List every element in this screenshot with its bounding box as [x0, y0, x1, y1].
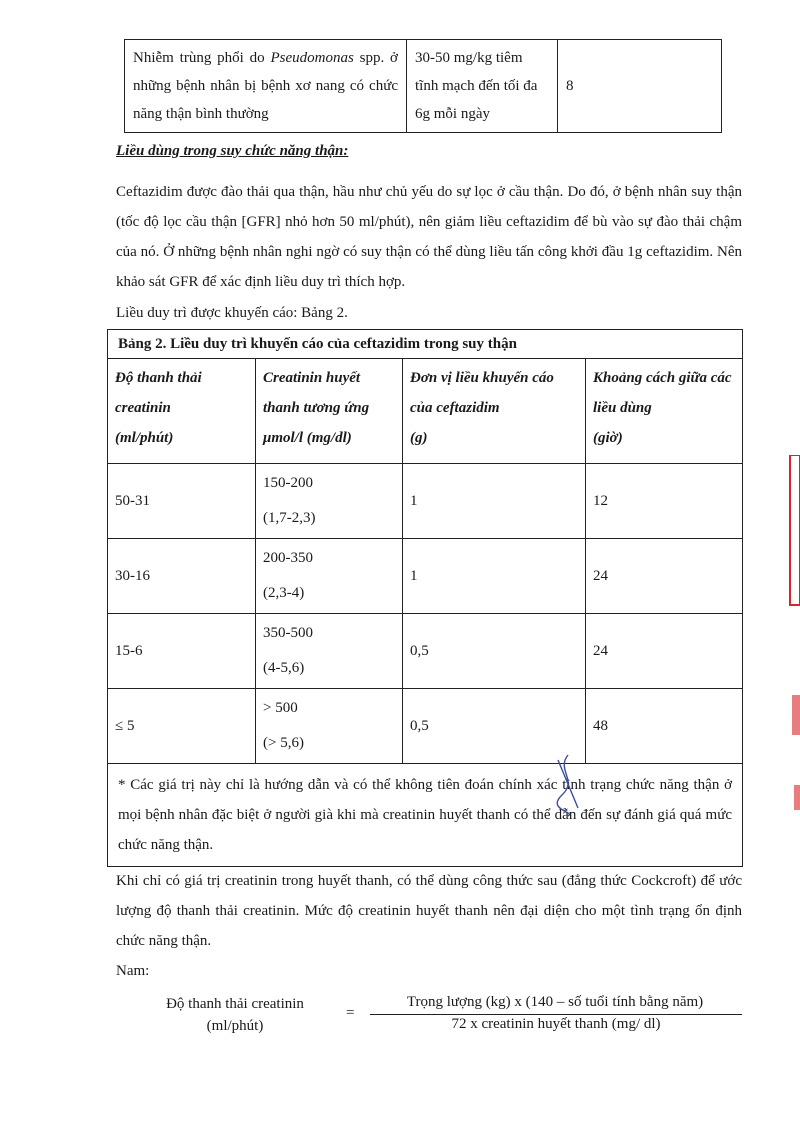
formula-equals: =: [346, 1005, 355, 1021]
red-stamp-edge-icon: [776, 455, 800, 815]
creatinine-umol: > 500: [263, 700, 298, 716]
creatinine-cell: [256, 614, 403, 689]
creatinine-umol: 200-350: [263, 550, 313, 566]
condition-cell: [125, 40, 407, 133]
renal-dose-table: [107, 329, 743, 867]
table-header-row: [108, 359, 743, 464]
formula-denominator: 72 x creatinin huyết thanh (mg/ dl): [451, 1016, 661, 1032]
header-creatinine-unit: μmol/l (mg/dl): [263, 430, 352, 446]
table-footnote-row: [108, 764, 743, 867]
creatinine-mgdl: (4-5,6): [263, 660, 305, 676]
paragraph-male: Nam:: [116, 963, 150, 979]
condition-organism: Pseudomonas: [270, 50, 354, 66]
header-interval-unit: (giờ): [593, 430, 623, 446]
header-creatinine-label: Creatinin huyết thanh tương ứng: [263, 370, 370, 416]
creatinine-mgdl: (2,3-4): [263, 585, 305, 601]
table-row: [125, 40, 722, 133]
dose-cell: 1: [403, 464, 586, 539]
header-clearance-label: Độ thanh thải creatinin: [115, 370, 202, 416]
clearance-cell: 15-6: [108, 614, 256, 689]
interval-cell: 48: [586, 689, 743, 764]
table-row: [108, 464, 743, 539]
header-interval: [586, 359, 743, 464]
creatinine-cell: [256, 464, 403, 539]
table-row: [108, 539, 743, 614]
header-dose: [403, 359, 586, 464]
header-dose-label: Đơn vị liều khuyến cáo của ceftazidim: [410, 370, 554, 416]
clearance-cell: 30-16: [108, 539, 256, 614]
formula-left-label: Độ thanh thải creatinin: [166, 996, 304, 1012]
header-creatinine: [256, 359, 403, 464]
creatinine-mgdl: (> 5,6): [263, 735, 304, 751]
formula-left-unit: (ml/phút): [206, 1018, 264, 1034]
table-row: [108, 689, 743, 764]
paragraph-maintenance-dose: Liều duy trì được khuyến cáo: Bảng 2.: [116, 305, 348, 321]
dose-cell: 30-50 mg/kg tiêm tĩnh mạch đến tối đa 6g mỗi ngày: [407, 40, 558, 133]
dosage-table-continuation: [124, 39, 722, 133]
section-heading: Liều dùng trong suy chức năng thận:: [116, 143, 349, 159]
signature-scribble-icon: [548, 750, 588, 820]
interval-cell: 24: [586, 539, 743, 614]
interval-cell: 8: [558, 40, 722, 133]
clearance-cell: 50-31: [108, 464, 256, 539]
condition-text: Nhiễm trùng phổi do: [133, 50, 271, 66]
header-interval-label: Khoảng cách giữa các liều dùng: [593, 370, 732, 416]
paragraph-renal-elimination: Ceftazidim được đào thải qua thận, hầu như chủ yếu do sự lọc ở cầu thận. Do đó, ở bệnh nhân suy thận (tốc độ lọc cầu thận [GFR] nhỏ hơn 50 ml/phút), nên giảm liều ceftazidim để bù vào sự đào thải chậm của nó. Ở những bệnh nhân nghi ngờ có suy thận có thể dùng liều tấn công khởi đầu 1g ceftazidim. Nên khảo sát GFR để xác định liều duy trì thích hợp.: [116, 184, 742, 290]
dose-cell: 0,5: [403, 614, 586, 689]
header-clearance-unit: (ml/phút): [115, 430, 174, 446]
header-dose-unit: (g): [410, 430, 428, 446]
creatinine-cell: [256, 539, 403, 614]
formula-left-side: [150, 993, 320, 1037]
condition-text-rest: spp. ở những bệnh nhân bị bệnh xơ nang có chức năng thận bình thường: [133, 50, 398, 122]
clearance-cell: ≤ 5: [108, 689, 256, 764]
dose-cell: 0,5: [403, 689, 586, 764]
table-row: [108, 614, 743, 689]
creatinine-umol: 350-500: [263, 625, 313, 641]
dose-cell: 1: [403, 539, 586, 614]
table-caption: Bảng 2. Liều duy trì khuyến cáo của ceftazidim trong suy thận: [108, 330, 743, 359]
table-footnote: * Các giá trị này chỉ là hướng dẫn và có thể không tiên đoán chính xác tình trạng chức năng thận ở mọi bệnh nhân đặc biệt ở người già khi mà creatinin huyết thanh có thể dẫn đến sự đánh giá quá mức chức năng thận.: [108, 764, 743, 867]
creatinine-mgdl: (1,7-2,3): [263, 510, 316, 526]
header-clearance: [108, 359, 256, 464]
interval-cell: 24: [586, 614, 743, 689]
formula-fraction-bar: [370, 1014, 742, 1015]
paragraph-cockcroft: Khi chỉ có giá trị creatinin trong huyết thanh, có thể dùng công thức sau (đẳng thức Cockcroft) để ước lượng độ thanh thải creatinin. Mức độ creatinin huyết thanh nên đại diện cho một tình trạng ổn định chức năng thận.: [116, 873, 742, 949]
creatinine-cell: [256, 689, 403, 764]
formula-numerator: Trọng lượng (kg) x (140 – số tuổi tính bằng năm): [406, 994, 704, 1010]
creatinine-umol: 150-200: [263, 475, 313, 491]
interval-cell: 12: [586, 464, 743, 539]
